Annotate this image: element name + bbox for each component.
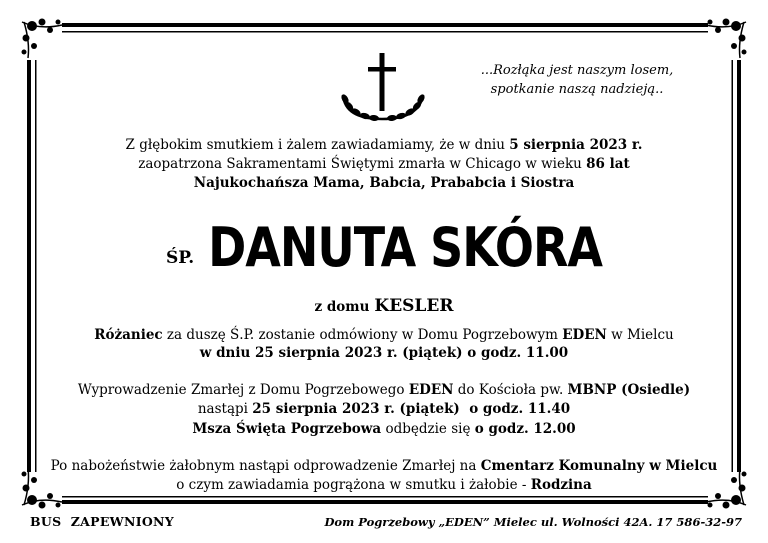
procession-line-2 <box>0 400 768 418</box>
maiden-name-row <box>0 296 768 316</box>
announcement-text: Z głębokim smutkiem i żalem zawiadamiamy, że w dniu <box>125 137 510 153</box>
rosary-place: EDEN <box>562 327 607 343</box>
procession-place: EDEN <box>408 382 454 398</box>
cross-wreath-icon <box>335 53 431 123</box>
procession-text: do Kościoła pw. <box>453 382 568 398</box>
announcement-line-1 <box>0 136 768 154</box>
procession-text: nastąpi <box>197 401 253 417</box>
bus-info: BUS ZAPEWNIONY <box>30 514 174 529</box>
quote-line-1: ...Rozłąka jest naszym losem, <box>480 63 674 78</box>
corner-ornament-tr-icon <box>706 19 747 59</box>
mass-text: odbędzie się <box>381 421 475 437</box>
burial-text: Po nabożeństwie żałobnym nastąpi odprowadzenie Zmarłej na <box>50 458 481 474</box>
funeral-date: 25 sierpnia 2023 r. (piątek) <box>252 401 460 417</box>
funeral-home-info: Dom Pogrzebowy „EDEN” Mielec ul. Wolności 42A. 17 586-32-97 <box>324 515 742 529</box>
name-prefix: ŚP. <box>165 248 195 268</box>
procession-line-1 <box>0 381 768 399</box>
deceased-name: DANUTA SKÓRA <box>208 215 603 279</box>
procession-time: o godz. 11.40 <box>459 401 571 417</box>
rosary-line-2 <box>0 344 768 362</box>
family-relation: Najukochańsza Mama, Babcia, Prababcia i Siostra <box>193 175 575 191</box>
mass-label: Msza Święta Pogrzebowa <box>192 421 382 437</box>
quote-line-2: spotkanie naszą nadzieją.. <box>490 82 664 97</box>
procession-line-3 <box>0 420 768 438</box>
maiden-label: z domu <box>314 299 370 315</box>
rosary-datetime: w dniu 25 sierpnia 2023 r. (piątek) o godz. 11.00 <box>199 345 569 361</box>
deceased-name-row <box>0 215 768 280</box>
burial-line-2 <box>0 476 768 494</box>
memorial-quote <box>452 61 702 99</box>
announcement-line-2 <box>0 155 768 173</box>
announcement-text: zaopatrzona Sakramentami Świętymi zmarła w Chicago w wieku <box>138 156 587 172</box>
procession-text: Wyprowadzenie Zmarłej z Domu Pogrzebowego <box>77 382 409 398</box>
church-name: MBNP (Osiedle) <box>567 382 691 398</box>
death-date: 5 sierpnia 2023 r. <box>509 137 643 153</box>
family-signature: Rodzina <box>530 477 592 493</box>
burial-text: o czym zawiadamia pogrążona w smutku i żałobie - <box>176 477 531 493</box>
announcement-line-3 <box>0 174 768 192</box>
burial-line-1 <box>0 457 768 475</box>
rosary-label: Różaniec <box>94 327 163 343</box>
rosary-line-1 <box>0 326 768 344</box>
mass-time: o godz. 12.00 <box>474 421 576 437</box>
age: 86 lat <box>586 156 630 172</box>
corner-ornament-tl-icon <box>22 19 63 59</box>
maiden-name: KESLER <box>374 296 454 316</box>
rosary-text: za duszę Ś.P. zostanie odmówiony w Domu Pogrzebowym <box>162 327 563 343</box>
rosary-town: w Mielcu <box>606 327 674 343</box>
cemetery-name: Cmentarz Komunalny w Mielcu <box>480 458 718 474</box>
